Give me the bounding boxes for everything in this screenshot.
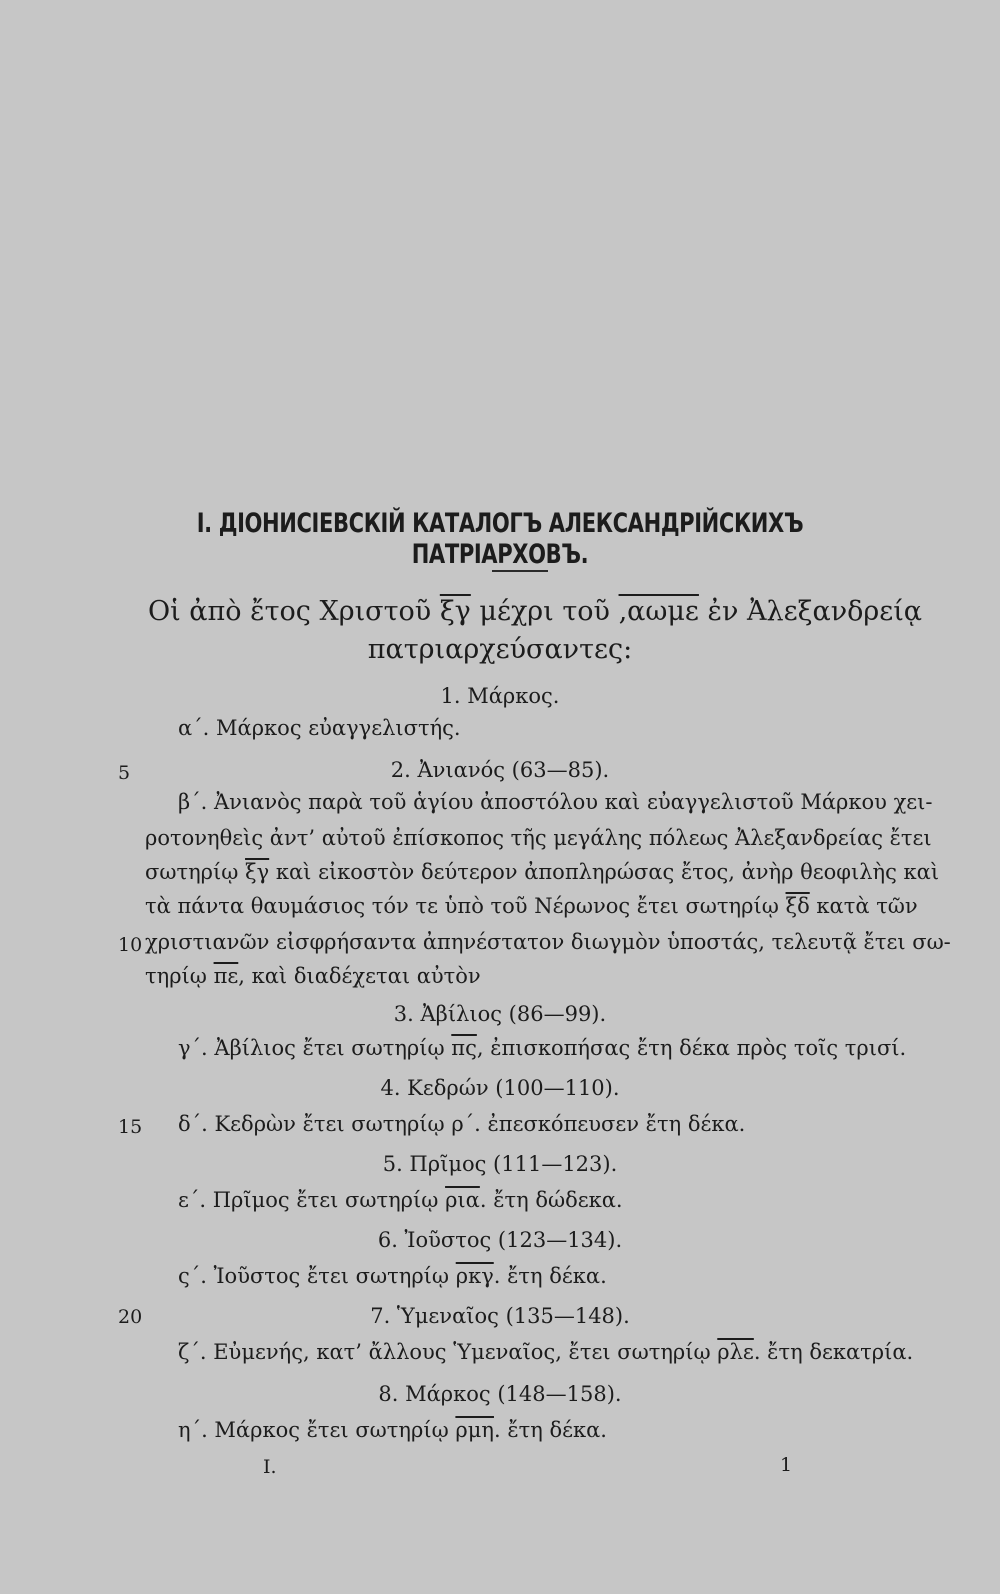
text-line: α΄. Μάρκος εὐαγγελιστής. — [178, 716, 461, 740]
text-line: δ΄. Κεδρὼν ἔτει σωτηρίῳ ρ΄. ἐπεσκόπευσεν ἔτη δέκα. — [178, 1112, 746, 1136]
patriarch-heading: 5. Πρῖμος (111—123). — [382, 1152, 618, 1176]
text-line: χριστιανῶν εἰσφρήσαντα ἀπηνέστατον διωγμὸν ὑποστάς, τελευτᾷ ἔτει σω- — [145, 930, 951, 954]
text-line: β΄. Ἀνιανὸς παρὰ τοῦ ἁγίου ἀποστόλου καὶ εὐαγγελιστοῦ Μάρκου χει- — [178, 790, 933, 814]
patriarch-heading: 2. Ἀνιανός (63—85). — [390, 758, 610, 782]
text-line: γ΄. Ἀβίλιος ἔτει σωτηρίῳ $\overline{\pi\varsigma}$, ἐπισκοπήσας ἔτη δέκα πρὸς τοῖς τρισί. — [178, 1036, 907, 1060]
patriarch-heading: 1. Μάρκος. — [440, 684, 560, 708]
text-line: ζ΄. Εὐμενής, κατ’ ἄλλους Ὑμεναῖος, ἔτει σωτηρίῳ $\overline{\rho\lambda\varepsilon}$. ἔτη δεκατρία. — [178, 1340, 914, 1364]
text-line: σωτηρίῳ $\overline{\xi\gamma}$ καὶ εἰκοστὸν δεύτερον ἀποπληρώσας ἔτος, ἀνὴρ θεοφιλὴς καὶ — [145, 860, 940, 884]
title-rule — [492, 570, 548, 572]
text-line: ς΄. Ἰοῦστος ἔτει σωτηρίῳ $\overline{\rho\kappa\gamma}$. ἔτη δέκα. — [178, 1264, 607, 1288]
text-line: η΄. Μάρκος ἔτει σωτηρίῳ $\overline{\rho\mu\eta}$. ἔτη δέκα. — [178, 1418, 607, 1442]
patriarch-heading: 8. Μάρκος (148—158). — [378, 1382, 622, 1406]
heading-line-2: πατριαρχεύσαντες: — [367, 634, 633, 665]
page-title: I. ДІОНИСІЕВСКІЙ КАТАЛОГЪ АЛЕКСАНДРІЙСКИХЪ ПАТРІАРХОВЪ. — [196, 508, 804, 570]
patriarch-heading: 4. Κεδρών (100—110). — [380, 1076, 620, 1100]
line-number: 20 — [118, 1306, 143, 1328]
patriarch-heading: 7. Ὑμεναῖος (135—148). — [370, 1304, 630, 1328]
heading-line-1: Οἱ ἀπὸ ἔτος Χριστοῦ $\overline{\xi\gamma}$ μέχρι τοῦ ‚αωμε ἐν Ἀλεξανδρείᾳ — [148, 596, 923, 627]
page-number: 1 — [780, 1454, 793, 1476]
text-line: ε΄. Πρῖμος ἔτει σωτηρίῳ $\overline{\rho\iota\alpha}$. ἔτη δώδεκα. — [178, 1188, 623, 1212]
text-line: τηρίῳ $\overline{\pi\varepsilon}$, καὶ διαδέχεται αὐτὸν — [145, 964, 481, 988]
line-number: 10 — [118, 934, 143, 956]
signature-mark: I. — [263, 1456, 277, 1478]
line-number: 15 — [118, 1116, 143, 1138]
line-number: 5 — [118, 762, 131, 784]
patriarch-heading: 6. Ἰοῦστος (123—134). — [377, 1228, 623, 1252]
text-line: ροτονηθεὶς ἀντ’ αὐτοῦ ἐπίσκοπος τῆς μεγάλης πόλεως Ἀλεξανδρείας ἔτει — [145, 826, 932, 850]
patriarch-heading: 3. Ἀβίλιος (86—99). — [393, 1002, 607, 1026]
text-line: τὰ πάντα θαυμάσιος τόν τε ὑπὸ τοῦ Νέρωνος ἔτει σωτηρίῳ $\overline{\xi\delta}$ κατὰ τῶν — [145, 894, 918, 918]
